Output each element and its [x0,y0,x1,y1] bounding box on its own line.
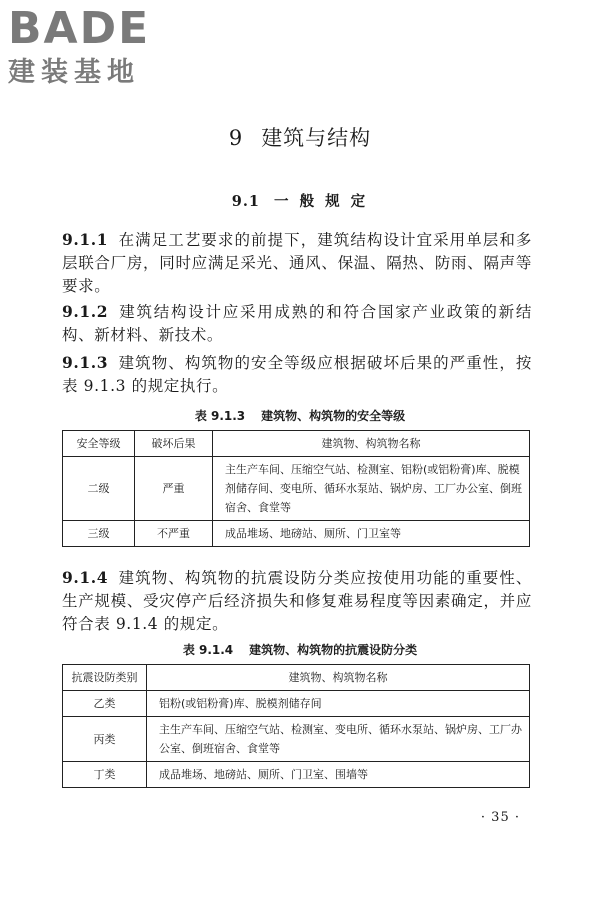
table-cell: 主生产车间、压缩空气站、检测室、变电所、循环水泵站、锅炉房、工厂办公室、倒班宿舍、食堂等 [147,717,530,762]
table-row [63,691,530,717]
table-row [63,457,530,521]
clause-text: 在满足工艺要求的前提下，建筑结构设计宜采用单层和多层联合厂房，同时应满足采光、通风、保温、隔热、防雨、隔声等要求。 [62,231,532,295]
seismic-category-table [62,664,530,788]
table-cell: 铝粉(或铝粉膏)库、脱模剂储存间 [147,691,530,717]
logo [8,3,178,88]
table-cell: 主生产车间、压缩空气站、检测室、铝粉(或铝粉膏)库、脱模剂储存间、变电所、循环水泵站、锅炉房、工厂办公室、倒班宿舍、食堂等 [213,457,530,521]
table-caption [0,407,600,424]
table-caption-number: 表 9.1.3 [194,409,246,423]
clause-paragraph [62,300,532,347]
table-row [63,717,530,762]
clause-text: 建筑物、构筑物的抗震设防分类应按使用功能的重要性、生产规模、受灾停产后经济损失和修复难易程度等因素确定，并应符合表 9.1.4 的规定。 [62,569,532,633]
table-cell: 严重 [135,457,213,521]
logo-brand: BADE [8,3,151,54]
table-caption [0,641,600,658]
table-header-cell: 安全等级 [63,431,135,457]
page-number: · 35 · [480,810,520,825]
chapter-number: 9 [228,126,244,150]
table-cell: 成品堆场、地磅站、厕所、门卫室、围墙等 [147,762,530,788]
table-header-cell: 抗震设防类别 [63,665,147,691]
table-caption-title: 建筑物、构筑物的抗震设防分类 [249,643,418,657]
table-header-cell: 建筑物、构筑物名称 [147,665,530,691]
clause-number: 9.1.2 [62,302,109,321]
clause-number: 9.1.4 [62,568,109,587]
table-cell: 丙类 [63,717,147,762]
chapter-heading [0,122,600,152]
section-number: 9.1 [231,193,261,210]
clause-text: 建筑物、构筑物的安全等级应根据破坏后果的严重性，按表 9.1.3 的规定执行。 [62,354,532,395]
table-header-row [63,431,530,457]
clause-paragraph [62,351,532,398]
table-caption-title: 建筑物、构筑物的安全等级 [261,409,406,423]
safety-grade-table [62,430,530,547]
clause-text: 建筑结构设计应采用成熟的和符合国家产业政策的新结构、新材料、新技术。 [62,303,532,344]
table-cell: 乙类 [63,691,147,717]
table-header-cell: 建筑物、构筑物名称 [213,431,530,457]
table-cell: 不严重 [135,521,213,547]
table-caption-number: 表 9.1.4 [182,643,234,657]
clause-paragraph [62,566,532,636]
table-cell: 成品堆场、地磅站、厕所、门卫室等 [213,521,530,547]
logo-subtitle: 建装基地 [8,57,140,88]
table-row [63,762,530,788]
table-row [63,521,530,547]
section-title: 一 般 规 定 [274,193,369,210]
clause-number: 9.1.1 [62,230,109,249]
table-header-cell: 破坏后果 [135,431,213,457]
table-cell: 三级 [63,521,135,547]
table-cell: 丁类 [63,762,147,788]
clause-paragraph [62,228,532,298]
clause-number: 9.1.3 [62,353,109,372]
table-header-row [63,665,530,691]
section-heading [0,190,600,211]
chapter-title: 建筑与结构 [261,126,372,150]
table-cell: 二级 [63,457,135,521]
